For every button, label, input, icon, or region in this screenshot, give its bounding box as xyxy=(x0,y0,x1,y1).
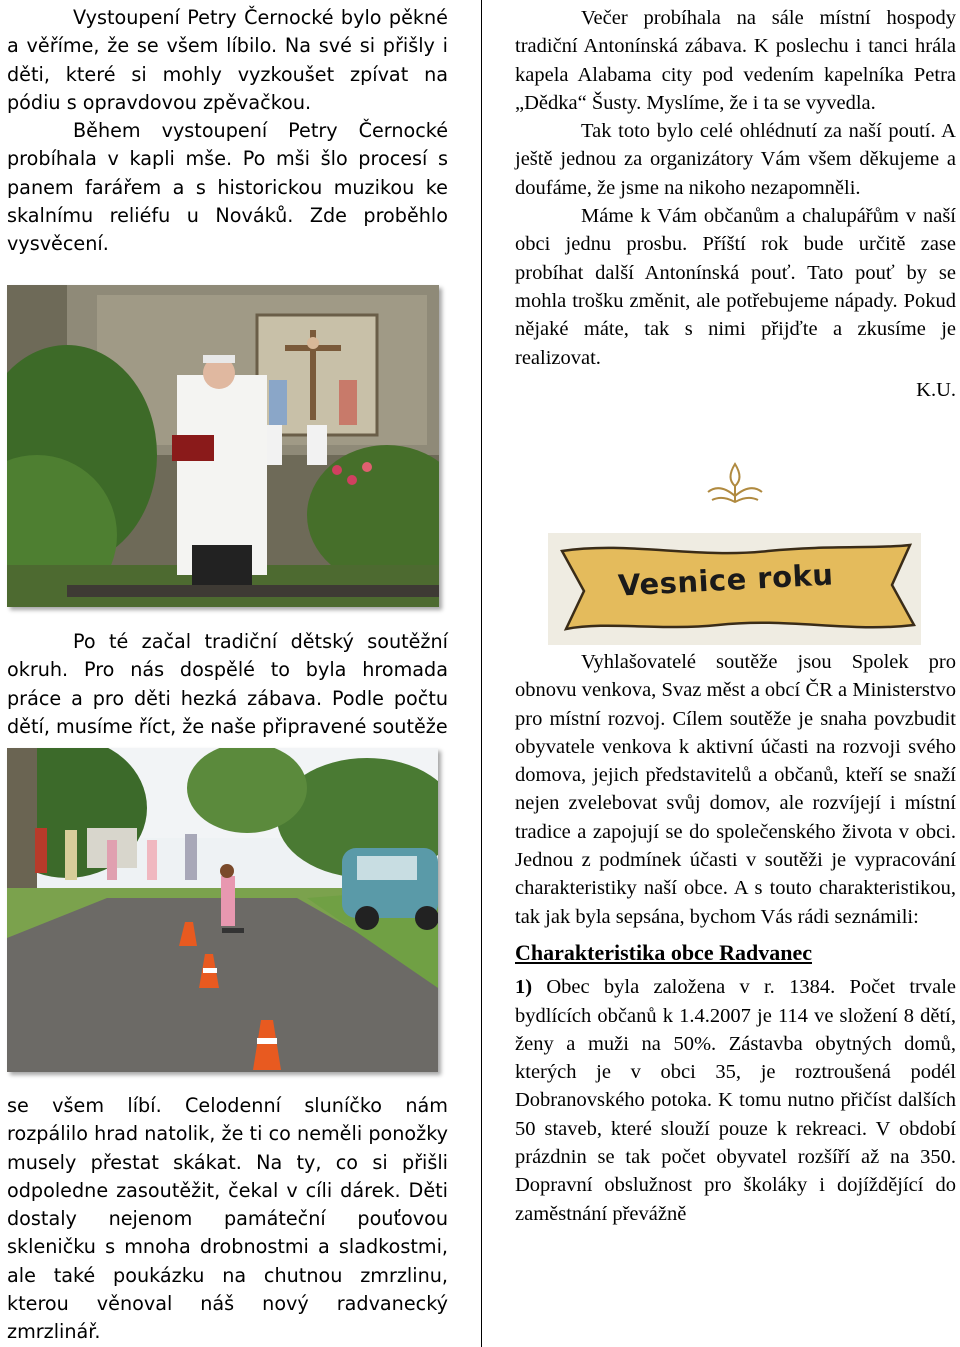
ornament-icon xyxy=(704,462,766,508)
right-column-bottom xyxy=(515,648,956,1228)
paragraph-thanks: Tak toto bylo celé ohlédnutí za naší poutí. A ještě jednou za organizátory Vám všem děkujeme a doufáme, že jsme na nikoho nezapomněli. xyxy=(515,120,956,199)
banner-title: Vesnice roku xyxy=(617,557,835,603)
left-column-middle xyxy=(7,628,448,741)
left-column-bottom xyxy=(7,1092,448,1347)
paragraph-contest-organizers: Vyhlašovatelé soutěže jsou Spolek pro obnovu venkova, Svaz měst a obcí ČR a Ministerstvo pro místní rozvoj. Cílem soutěže je snaha povzbudit obyvatele venkova k aktivní účasti na rozvoji svého domova, jejich představitelů a občanů, kteří se snaží nejen zvelebovat svůj domov, ale rozvíjejí i místní tradice a zapojují se do společenského života v obci. Jednou z podmínek účasti v soutěži je vypracování charakteristiky naší obce. A s touto charakteristikou, tak jak byla sepsána, bychom Vás rádi seznámili: xyxy=(515,651,956,928)
section-heading: Charakteristika obce Radvanec xyxy=(515,939,812,965)
photo-priest-relief xyxy=(7,285,439,607)
paragraph-concert: Vystoupení Petry Černocké bylo pěkné a věříme, že se všem líbilo. Na své si přišly i děti, které si mohly vyzkoušet zpívat na pódiu s opravdovou zpěvačkou. xyxy=(7,6,448,114)
paragraph-request: Máme k Vám občanům a chalupářům v naší obci jednu prosbu. Příští rok bude určitě zase probíhat další Antonínská pouť. Tato pouť by se mohla trošku změnit, ale potřebujeme nápady. Pokud nějaké máte, tak s nimi přijďte a zkusíme je realizovat. xyxy=(515,205,956,369)
paragraph-item-1 xyxy=(515,973,956,1228)
left-column-top xyxy=(7,4,448,259)
photo-children-cones xyxy=(7,748,438,1072)
paragraph-ice-cream: se všem líbí. Celodenní sluníčko nám rozpálilo hrad natolik, že ti co neměli ponožky musely přestat skákat. Na ty, co si přišli odpoledne zasoutěžit, čekal v cíli dárek. Děti dostaly nejenom památeční pouťovou skleničku s mnoha drobnostmi a sladkostmi, ale také poukázku na chutnou zmrzlinu, kterou věnoval náš nový radvanecký zmrzlinář. xyxy=(7,1094,448,1344)
signature: K.U. xyxy=(916,378,956,401)
paragraph-mass: Během vystoupení Petry Černocké probíhala v kapli mše. Po mši šlo procesí s panem farářem a s historickou muzikou ke skalnímu reliéfu u Nováků. Zde proběhlo vysvěcení. xyxy=(7,119,448,256)
column-divider xyxy=(481,0,482,1347)
paragraph-evening-party: Večer probíhala na sále místní hospody tradiční Antonínská zábava. K poslechu i tanci hrála kapela Alabama city pod vedením kapelníka Petra „Dědka“ Šusty. Myslíme, že i ta se vyvedla. xyxy=(515,7,956,114)
item-text: Obec byla založena v r. 1384. Počet trvale bydlících občanů k 1.4.2007 je 114 ve složení 8 dětí, ženy a muži na 50%. Zástavba obytných domů, kterých je v obci 35, je roztroušená podél Dobranovského potoka. K tomu nutno přičíst dalších 50 staveb, které slouží pouze k rekreaci. V období prázdnin se tak počet obyvatel rozšíří až na 350. Dopravní obslužnost pro školáky i dojíždějící do zaměstnání převážně xyxy=(515,976,956,1225)
item-number: 1) xyxy=(515,976,533,999)
banner-vesnice-roku xyxy=(548,533,921,645)
paragraph-children-contest: Po té začal tradiční dětský soutěžní okruh. Pro nás dospělé to byla hromada práce a pro děti hezká zábava. Podle počtu dětí, musíme říct, že naše připravené soutěže xyxy=(7,630,448,738)
right-column-top xyxy=(515,4,956,404)
